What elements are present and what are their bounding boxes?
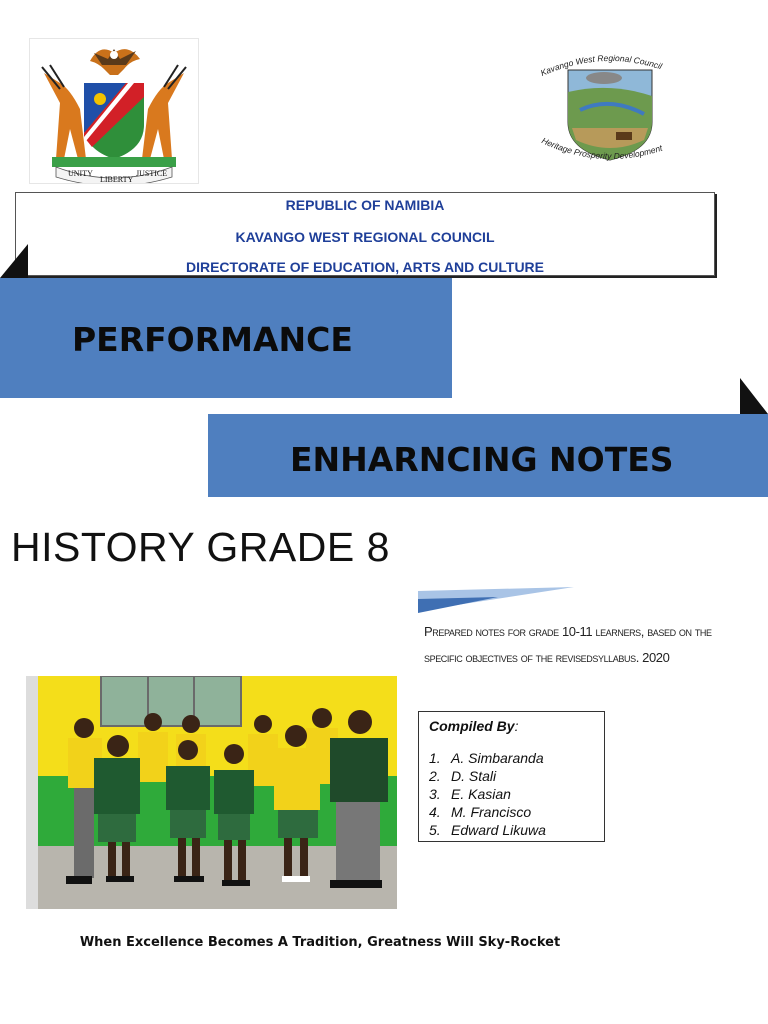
prepared-notes-line-1: Prepared notes for grade 10-11 learners, based on the — [424, 624, 712, 639]
compiled-by-box — [418, 711, 605, 842]
notes-banner-text: ENHARNCING NOTES — [290, 440, 674, 479]
document-title: HISTORY GRADE 8 — [11, 524, 390, 570]
performance-banner — [0, 278, 452, 398]
notes-banner — [208, 414, 768, 497]
corner-triangle-right — [740, 378, 768, 414]
corner-triangle-left — [0, 244, 28, 278]
list-item: 5. Edward Likuwa — [429, 822, 546, 838]
list-item: 4. M. Francisco — [429, 804, 532, 820]
motto-text: When Excellence Becomes A Tradition, Greatness Will Sky-Rocket — [79, 935, 561, 950]
prepared-notes-text — [424, 619, 724, 671]
seal-bottom-text: Heritage Prosperity Development — [540, 135, 664, 162]
crest-motto-liberty: LIBERTY — [100, 175, 134, 183]
list-item: 2. D. Stali — [429, 768, 497, 784]
seal-top-text: Kavango West Regional Council — [538, 52, 664, 78]
kavango-west-council-seal — [520, 52, 700, 170]
accent-stripe — [418, 587, 578, 615]
crest-motto-justice: JUSTICE — [136, 169, 168, 178]
namibia-coat-of-arms — [29, 38, 199, 184]
list-item: 1. A. Simbaranda — [429, 750, 544, 766]
header-line-council: KAVANGO WEST REGIONAL COUNCIL — [235, 229, 495, 245]
compiler-list — [429, 749, 546, 839]
compiled-by-title: Compiled By: — [429, 718, 519, 734]
crest-motto-unity: UNITY — [68, 169, 93, 178]
list-item: 3. E. Kasian — [429, 786, 511, 802]
performance-banner-text: PERFORMANCE — [72, 320, 353, 359]
header-line-republic: REPUBLIC OF NAMIBIA — [285, 197, 445, 213]
prepared-notes-line-2: specific objectives of the revisedsyllabus. 2020 — [424, 650, 670, 665]
header-line-directorate: DIRECTORATE OF EDUCATION, ARTS AND CULTURE — [185, 259, 545, 275]
header-box — [15, 192, 715, 276]
group-photo — [26, 676, 397, 909]
